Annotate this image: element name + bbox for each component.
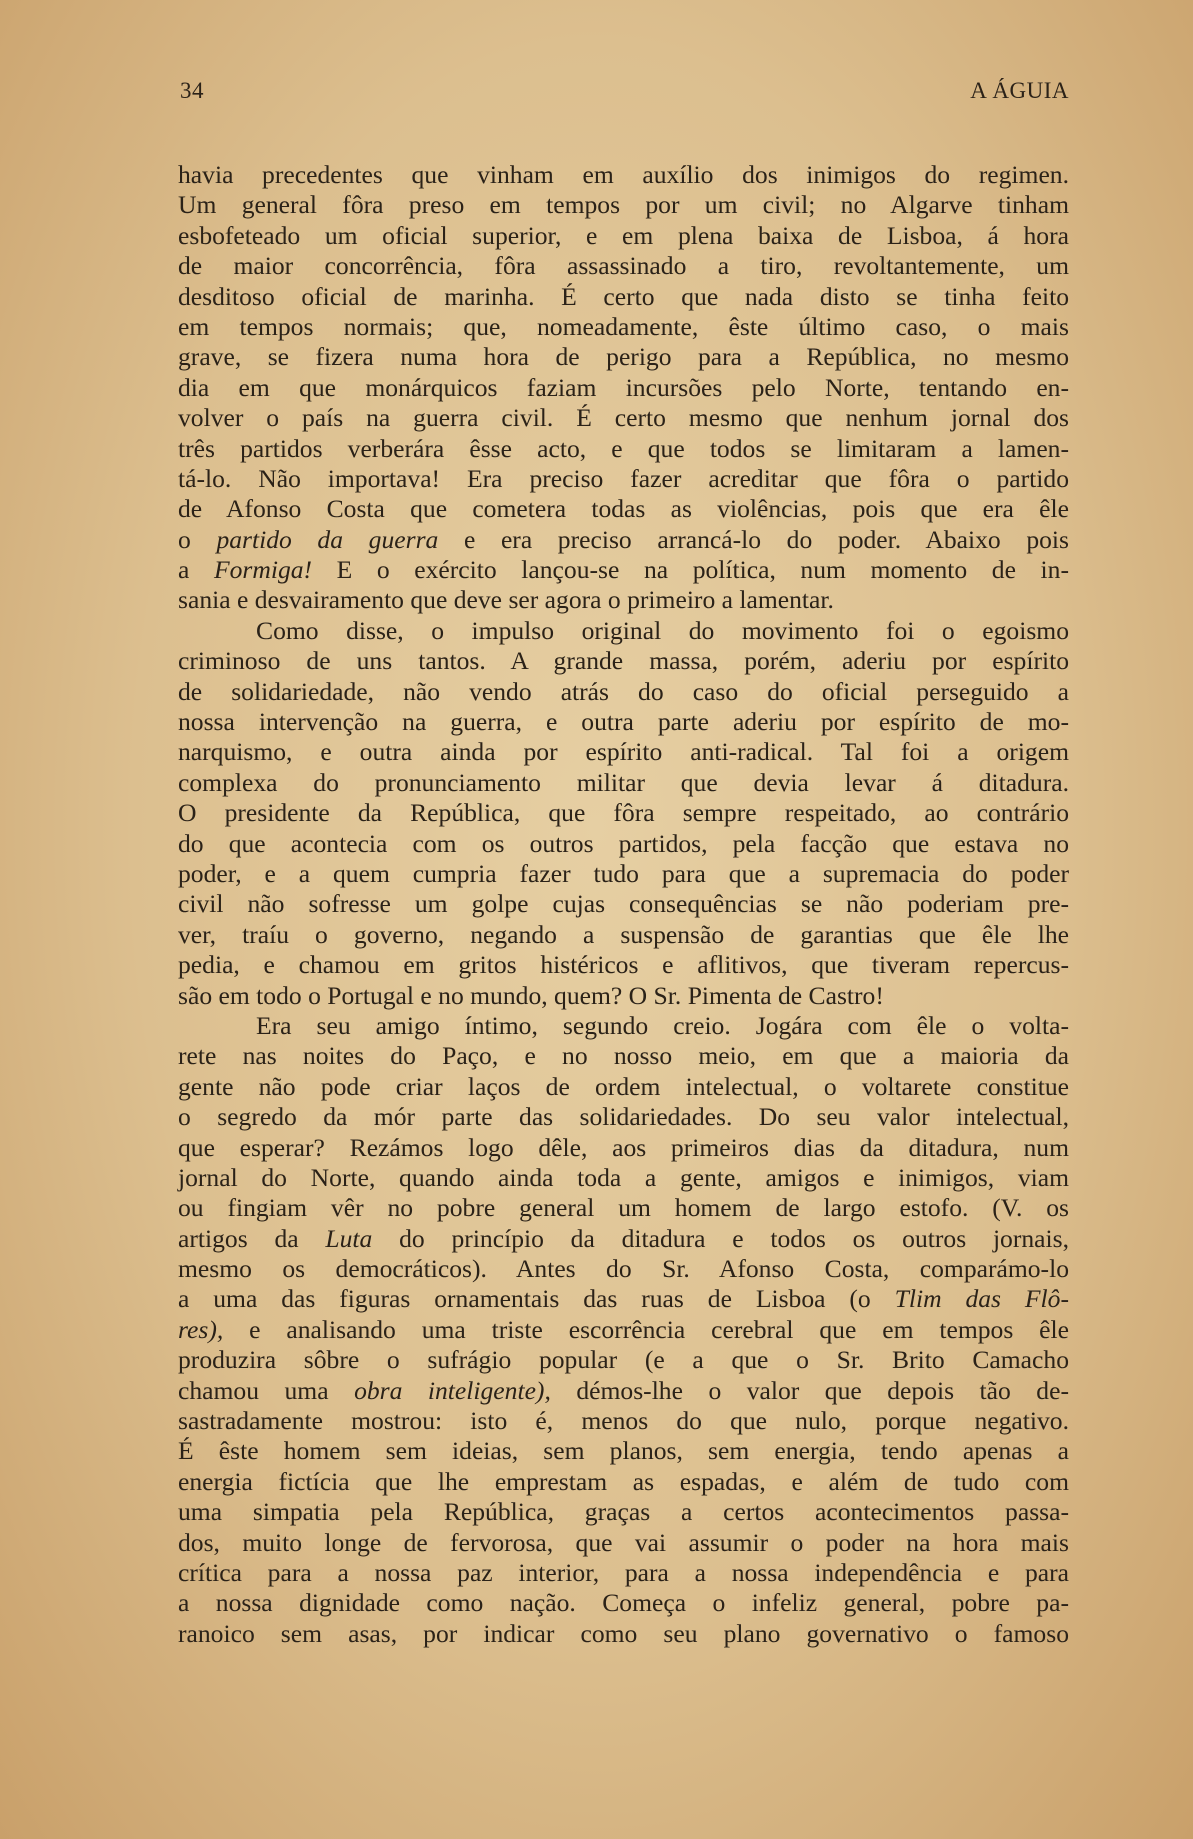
body-text (178, 160, 1069, 1649)
text-line (178, 768, 1069, 798)
text-line (178, 1376, 1069, 1406)
text-line (178, 1102, 1069, 1132)
text-run: que esperar? Rezámos logo dêle, aos primeiros dias da ditadura, num (178, 1132, 1069, 1162)
text-run: e analisando uma triste escorrência cerebral que em tempos êle (223, 1314, 1069, 1344)
text-run: e era preciso arrancá-lo do poder. Abaixo pois (438, 524, 1070, 554)
text-line (178, 1011, 1069, 1041)
text-run: chamou uma (178, 1375, 355, 1405)
text-run: produzira sôbre o sufrágio popular (e a que o Sr. Brito Camacho (178, 1345, 1069, 1375)
text-line (178, 616, 1069, 646)
text-run: em tempos normais; que, nomeadamente, êste último caso, o mais (178, 311, 1069, 341)
text-line (178, 1467, 1069, 1497)
text-run: Como disse, o impulso original do movimento foi o egoismo (256, 615, 1069, 645)
text-run: tá-lo. Não importava! Era preciso fazer acreditar que fôra o partido (178, 463, 1069, 493)
text-run: a nossa dignidade como nação. Começa o infeliz general, pobre pa- (178, 1588, 1069, 1618)
text-run: do que acontecia com os outros partidos, pela facção que estava no (178, 828, 1069, 858)
text-run: civil não sofresse um golpe cujas consequências se não poderiam pre- (178, 889, 1069, 919)
text-run: mesmo os democráticos). Antes do Sr. Afonso Costa, comparámo-lo (178, 1254, 1069, 1284)
page-number: 34 (180, 78, 204, 103)
text-line (178, 1406, 1069, 1436)
text-run: grave, se fizera numa hora de perigo para a República, no mesmo (178, 342, 1069, 372)
text-line (178, 1528, 1069, 1558)
text-line (178, 1558, 1069, 1588)
text-line (178, 1497, 1069, 1527)
text-run: pedia, e chamou em gritos histéricos e aflitivos, que tiveram repercus- (178, 950, 1069, 980)
text-line (178, 525, 1069, 555)
text-run: nossa intervenção na guerra, e outra parte aderiu por espírito de mo- (178, 707, 1069, 737)
text-run: ranoico sem asas, por indicar como seu plano governativo o famoso (178, 1618, 1069, 1648)
text-line (178, 494, 1069, 524)
italic-text: Luta (325, 1223, 373, 1253)
text-run: complexa do pronunciamento militar que devia levar á ditadura. (178, 767, 1069, 797)
text-line (178, 282, 1069, 312)
text-line (178, 1284, 1069, 1314)
text-run: jornal do Norte, quando ainda toda a gente, amigos e inimigos, viam (178, 1162, 1069, 1192)
italic-text: Formiga! (213, 555, 313, 585)
text-run: démos-lhe o valor que depois tão de- (550, 1375, 1069, 1405)
text-run: a (178, 555, 214, 585)
text-line (178, 981, 1069, 1011)
text-line (178, 798, 1069, 828)
text-run: artigos da (178, 1223, 326, 1253)
text-line (178, 373, 1069, 403)
text-run: desditoso oficial de marinha. É certo que nada disto se tinha feito (178, 281, 1069, 311)
text-run: volver o país na guerra civil. É certo mesmo que nenhum jornal dos (178, 403, 1069, 433)
text-run: E o exército lançou-se na política, num momento de in- (312, 555, 1069, 585)
text-run: havia precedentes que vinham em auxílio dos inimigos do regimen. (178, 160, 1069, 189)
text-line (178, 646, 1069, 676)
text-line (178, 342, 1069, 372)
text-line (178, 707, 1069, 737)
text-run: uma simpatia pela República, graças a certos acontecimentos passa- (178, 1497, 1069, 1527)
text-line (178, 1224, 1069, 1254)
text-line (178, 1041, 1069, 1071)
text-line (178, 1254, 1069, 1284)
text-line (178, 1072, 1069, 1102)
italic-text: Tlim das Flô- (894, 1284, 1069, 1314)
text-line (178, 737, 1069, 767)
text-run: narquismo, e outra ainda por espírito anti-radical. Tal foi a origem (178, 737, 1069, 767)
text-run: de solidariedade, não vendo atrás do caso do oficial perseguido a (178, 676, 1069, 706)
text-run: sania e desvairamento que deve ser agora o primeiro a lamentar. (178, 585, 834, 615)
text-line (178, 1133, 1069, 1163)
text-run: do princípio da ditadura e todos os outros jornais, (372, 1223, 1069, 1253)
text-line (178, 403, 1069, 433)
text-run: ver, traíu o governo, negando a suspensão de garantias que êle lhe (178, 919, 1069, 949)
text-line (178, 312, 1069, 342)
italic-text: res), (178, 1314, 224, 1344)
italic-text: partido da guerra (216, 524, 439, 554)
text-run: Um general fôra preso em tempos por um civil; no Algarve tinham (178, 190, 1069, 220)
page-header (180, 70, 1069, 110)
text-line (178, 1436, 1069, 1466)
text-run: Era seu amigo íntimo, segundo creio. Jogára com êle o volta- (256, 1010, 1069, 1040)
text-line (178, 889, 1069, 919)
text-run: sastradamente mostrou: isto é, menos do que nulo, porque negativo. (178, 1406, 1069, 1436)
text-line (178, 160, 1069, 190)
text-line (178, 221, 1069, 251)
text-line (178, 950, 1069, 980)
text-run: O presidente da República, que fôra sempre respeitado, ao contrário (178, 798, 1069, 828)
text-line (178, 190, 1069, 220)
text-line (178, 1619, 1069, 1649)
text-run: criminoso de uns tantos. A grande massa, porém, aderiu por espírito (178, 646, 1069, 676)
text-line (178, 1588, 1069, 1618)
text-run: energia fictícia que lhe emprestam as espadas, e além de tudo com (178, 1466, 1069, 1496)
text-line (178, 1345, 1069, 1375)
text-run: gente não pode criar laços de ordem intelectual, o voltarete constitue (178, 1071, 1069, 1101)
running-head: A ÁGUIA (970, 78, 1069, 103)
text-run: ou fingiam vêr no pobre general um homem de largo estofo. (V. os (178, 1193, 1069, 1223)
text-run: três partidos verberára êsse acto, e que todos se limitaram a lamen- (178, 433, 1069, 463)
text-run: o (178, 524, 217, 554)
text-run: de maior concorrência, fôra assassinado a tiro, revoltantemente, um (178, 251, 1069, 281)
text-line (178, 677, 1069, 707)
text-line (178, 555, 1069, 585)
text-run: poder, e a quem cumpria fazer tudo para que a supremacia do poder (178, 858, 1069, 888)
text-run: a uma das figuras ornamentais das ruas de Lisboa (o (178, 1284, 895, 1314)
text-line (178, 251, 1069, 281)
text-line (178, 464, 1069, 494)
text-line (178, 585, 1069, 615)
text-run: É êste homem sem ideias, sem planos, sem energia, tendo apenas a (178, 1436, 1069, 1466)
text-run: dia em que monárquicos faziam incursões pelo Norte, tentando en- (178, 372, 1069, 402)
text-line (178, 829, 1069, 859)
text-line (178, 434, 1069, 464)
text-run: são em todo o Portugal e no mundo, quem? O Sr. Pimenta de Castro! (178, 980, 884, 1010)
text-run: dos, muito longe de fervorosa, que vai assumir o poder na hora mais (178, 1527, 1069, 1557)
text-line (178, 1163, 1069, 1193)
text-line (178, 920, 1069, 950)
text-line (178, 859, 1069, 889)
text-line (178, 1193, 1069, 1223)
text-run: de Afonso Costa que cometera todas as violências, pois que era êle (178, 494, 1069, 524)
italic-text: obra inteligente), (354, 1375, 551, 1405)
text-run: rete nas noites do Paço, e no nosso meio, em que a maioria da (178, 1041, 1069, 1071)
text-run: esbofeteado um oficial superior, e em plena baixa de Lisboa, á hora (178, 220, 1069, 250)
text-run: crítica para a nossa paz interior, para a nossa independência e para (178, 1557, 1069, 1587)
text-run: o segredo da mór parte das solidariedades. Do seu valor intelectual, (178, 1102, 1069, 1132)
text-line (178, 1315, 1069, 1345)
